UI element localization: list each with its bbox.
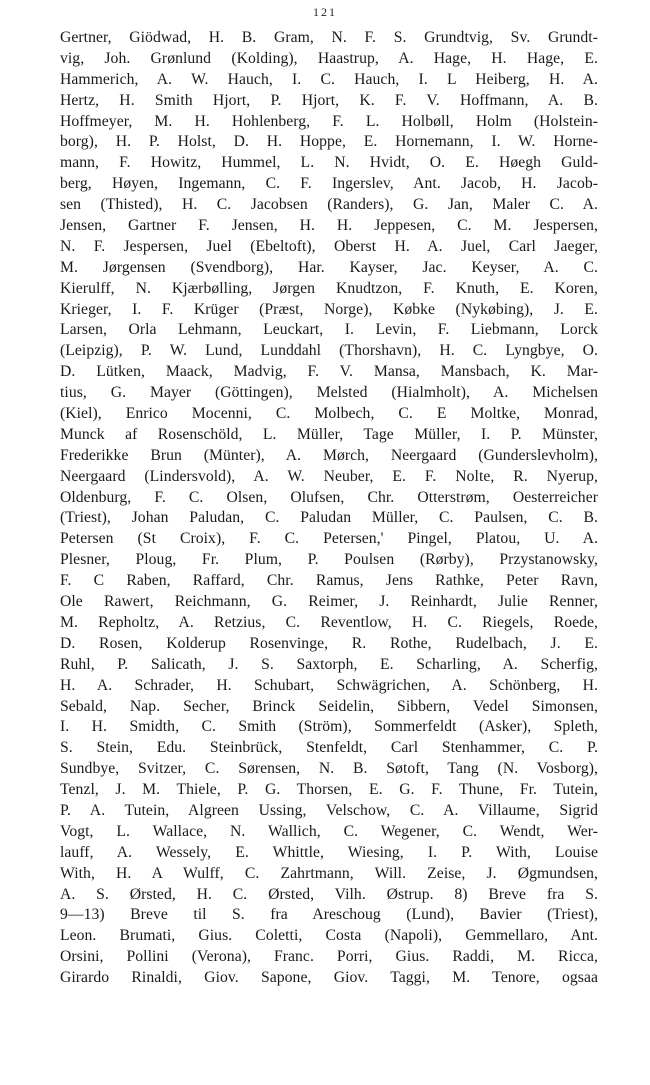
text-line: berg, Høyen, Ingemann, C. F. Ingerslev, Ant. Jacob, H. Jacob-	[60, 175, 598, 193]
text-line: tius, G. Mayer (Göttingen), Melsted (Hialmholt), A. Michelsen	[60, 384, 598, 402]
text-line: Sundbye, Svitzer, C. Sørensen, N. B. Søtoft, Tang (N. Vosborg),	[60, 760, 598, 778]
text-line: Petersen (St Croix), F. C. Petersen,' Pingel, Platou, U. A.	[60, 530, 598, 548]
text-line: Girardo Rinaldi, Giov. Sapone, Giov. Taggi, M. Tenore, ogsaa	[60, 969, 598, 987]
text-line: A. S. Ørsted, H. C. Ørsted, Vilh. Østrup. 8) Breve fra S.	[60, 885, 598, 903]
text-line: Krieger, I. F. Krüger (Præst, Norge), Købke (Nykøbing), J. E.	[60, 300, 598, 318]
text-line: Vogt, L. Wallace, N. Wallich, C. Wegener, C. Wendt, Wer-	[60, 822, 598, 840]
text-line: F. C Raben, Raffard, Chr. Ramus, Jens Rathke, Peter Ravn,	[60, 572, 598, 590]
text-line: Gertner, Giödwad, H. B. Gram, N. F. S. Grundtvig, Sv. Grundt-	[60, 29, 598, 46]
text-line: S. Stein, Edu. Steinbrück, Stenfeldt, Carl Stenhammer, C. P.	[60, 739, 598, 757]
text-line: Hoffmeyer, M. H. Hohlenberg, F. L. Holbøll, Holm (Holstein-	[60, 112, 598, 130]
text-line: lauff, A. Wessely, E. Whittle, Wiesing, I. P. With, Louise	[60, 843, 598, 861]
text-line: Tenzl, J. M. Thiele, P. G. Thorsen, E. G. F. Thune, Fr. Tutein,	[60, 781, 598, 799]
text-line: vig, Joh. Grønlund (Kolding), Haastrup, A. Hage, H. Hage, E.	[60, 49, 598, 67]
text-line: Hammerich, A. W. Hauch, I. C. Hauch, I. L Heiberg, H. A.	[60, 70, 598, 88]
text-line: With, H. A Wulff, C. Zahrtmann, Will. Zeise, J. Øgmundsen,	[60, 864, 598, 882]
text-line: Sebald, Nap. Secher, Brinck Seidelin, Sibbern, Vedel Simonsen,	[60, 697, 598, 715]
text-line: Plesner, Ploug, Fr. Plum, P. Poulsen (Rørby), Przystanowsky,	[60, 551, 598, 569]
text-line: M. Repholtz, A. Retzius, C. Reventlow, H. C. Riegels, Roede,	[60, 613, 598, 631]
text-line: mann, F. Howitz, Hummel, L. N. Hvidt, O. E. Høegh Guld-	[60, 154, 598, 172]
text-line: D. Rosen, Kolderup Rosenvinge, R. Rothe, Rudelbach, J. E.	[60, 634, 598, 652]
text-line: (Triest), Johan Paludan, C. Paludan Müller, C. Paulsen, C. B.	[60, 509, 598, 527]
text-line: (Leipzig), P. W. Lund, Lunddahl (Thorshavn), H. C. Lyngbye, O.	[60, 342, 598, 360]
text-line: (Kiel), Enrico Mocenni, C. Molbech, C. E Moltke, Monrad,	[60, 405, 598, 423]
text-line: Leon. Brumati, Gius. Coletti, Costa (Napoli), Gemmellaro, Ant.	[60, 927, 598, 945]
text-line: Neergaard (Lindersvold), A. W. Neuber, E. F. Nolte, R. Nyerup,	[60, 467, 598, 485]
text-line: H. A. Schrader, H. Schubart, Schwägrichen, A. Schönberg, H.	[60, 676, 598, 694]
body-text	[60, 28, 598, 989]
text-line: Oldenburg, F. C. Olsen, Olufsen, Chr. Otterstrøm, Oesterreicher	[60, 488, 598, 506]
text-line: Orsini, Pollini (Verona), Franc. Porri, Gius. Raddi, M. Ricca,	[60, 948, 598, 966]
text-line: sen (Thisted), H. C. Jacobsen (Randers), G. Jan, Maler C. A.	[60, 196, 598, 214]
text-line: Kierulff, N. Kjærbølling, Jørgen Knudtzon, F. Knuth, E. Koren,	[60, 279, 598, 297]
text-line: I. H. Smidth, C. Smith (Ström), Sommerfeldt (Asker), Spleth,	[60, 718, 598, 736]
text-line: D. Lütken, Maack, Madvig, F. V. Mansa, Mansbach, K. Mar-	[60, 363, 598, 381]
text-line: Ruhl, P. Salicath, J. S. Saxtorph, E. Scharling, A. Scherfig,	[60, 655, 598, 673]
text-line: P. A. Tutein, Algreen Ussing, Velschow, C. A. Villaume, Sigrid	[60, 801, 598, 819]
text-line: Ole Rawert, Reichmann, G. Reimer, J. Reinhardt, Julie Renner,	[60, 593, 598, 611]
text-line: borg), H. P. Holst, D. H. Hoppe, E. Hornemann, I. W. Horne-	[60, 133, 598, 151]
text-line: Jensen, Gartner F. Jensen, H. H. Jeppesen, C. M. Jespersen,	[60, 217, 598, 235]
text-line: M. Jørgensen (Svendborg), Har. Kayser, Jac. Keyser, A. C.	[60, 258, 598, 276]
page-number: 121	[313, 5, 337, 19]
text-line: Larsen, Orla Lehmann, Leuckart, I. Levin, F. Liebmann, Lorck	[60, 321, 598, 339]
text-line: Munck af Rosenschöld, L. Müller, Tage Müller, I. P. Münster,	[60, 425, 598, 443]
text-line: Frederikke Brun (Münter), A. Mørch, Neergaard (Gunderslevholm),	[60, 446, 598, 464]
text-line: N. F. Jespersen, Juel (Ebeltoft), Oberst H. A. Juel, Carl Jaeger,	[60, 237, 598, 255]
text-line: 9—13) Breve til S. fra Areschoug (Lund), Bavier (Triest),	[60, 906, 598, 924]
text-line: Hertz, H. Smith Hjort, P. Hjort, K. F. V. Hoffmann, A. B.	[60, 91, 598, 109]
